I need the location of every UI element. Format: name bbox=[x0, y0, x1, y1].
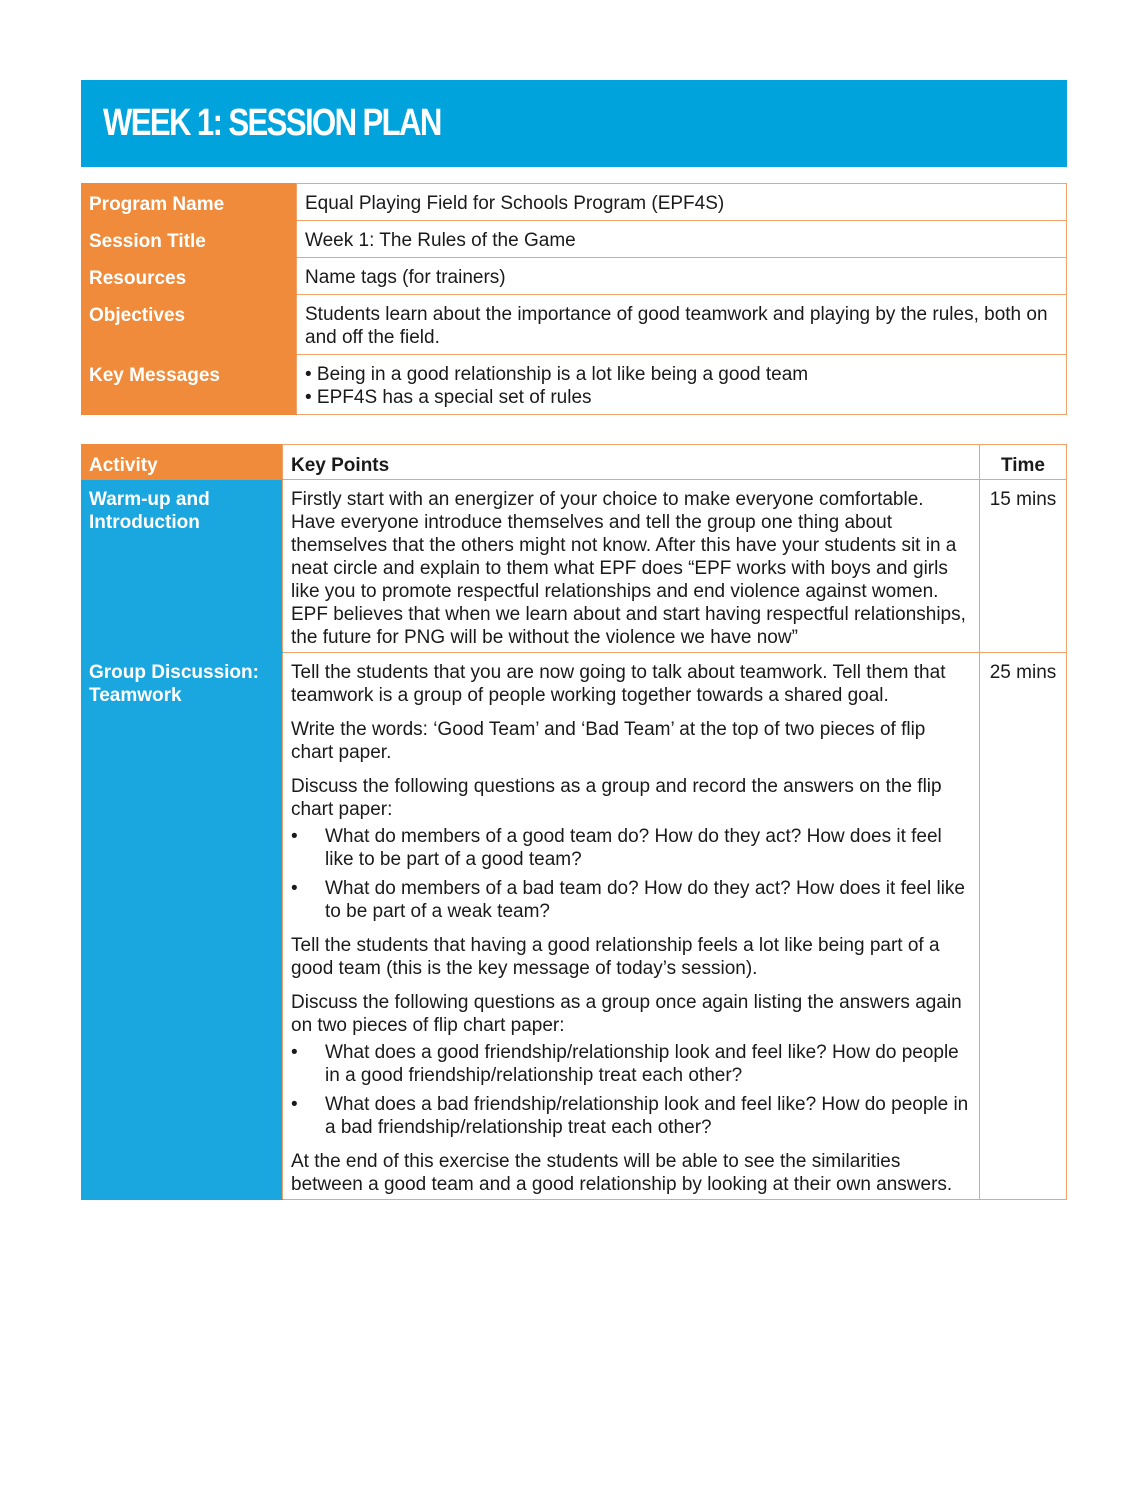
question-list-relationship bbox=[291, 1041, 971, 1139]
info-value-text: Students learn about the importance of good teamwork and playing by the rules, both on and off the field. bbox=[305, 304, 1048, 348]
activity-time: 15 mins bbox=[980, 480, 1067, 653]
list-item-text: What does a good friendship/relationship look and feel like? How do people in a good friendship/relationship treat each other? bbox=[325, 1042, 959, 1086]
bullet-icon: • bbox=[291, 1042, 298, 1063]
list-item-text: What does a bad friendship/relationship look and feel like? How do people in a bad friendship/relationship treat each other? bbox=[325, 1094, 969, 1138]
info-value-text: Name tags (for trainers) bbox=[305, 267, 506, 288]
info-value bbox=[297, 258, 1067, 295]
info-label: Program Name bbox=[82, 184, 297, 221]
header-key-points: Key Points bbox=[283, 445, 980, 480]
info-value bbox=[297, 184, 1067, 221]
info-value bbox=[297, 295, 1067, 355]
info-value-text: Week 1: The Rules of the Game bbox=[305, 230, 576, 251]
list-item bbox=[291, 1093, 971, 1139]
info-value bbox=[297, 221, 1067, 258]
list-item-text: What do members of a bad team do? How do they act? How does it feel like to be part of a weak team? bbox=[325, 878, 965, 922]
activity-time: 25 mins bbox=[980, 653, 1067, 1200]
key-point-paragraph: Discuss the following questions as a group and record the answers on the flip chart paper: bbox=[291, 776, 942, 820]
activity-row-warmup bbox=[82, 480, 1067, 653]
activity-key-points bbox=[283, 480, 980, 653]
list-item bbox=[291, 825, 971, 871]
bullet-icon: • bbox=[291, 826, 298, 847]
activity-name: Group Discussion: Teamwork bbox=[82, 653, 283, 1200]
page-title: WEEK 1: SESSION PLAN bbox=[103, 102, 441, 144]
activity-row-group-discussion bbox=[82, 653, 1067, 1200]
bullet-icon: • bbox=[291, 1094, 298, 1115]
header-activity: Activity bbox=[82, 445, 283, 480]
info-label: Session Title bbox=[82, 221, 297, 258]
key-point-paragraph: Discuss the following questions as a group once again listing the answers again on two pieces of flip chart paper: bbox=[291, 992, 962, 1036]
list-item bbox=[291, 1041, 971, 1087]
info-row-objectives bbox=[82, 295, 1067, 355]
activities-table bbox=[81, 444, 1067, 1200]
activities-header-row bbox=[82, 445, 1067, 480]
activity-key-points bbox=[283, 653, 980, 1200]
key-point-paragraph: Firstly start with an energizer of your choice to make everyone comfortable. Have everyone introduce themselves and tell the group one thing about themselves that the others might not know. After this have your students sit in a neat circle and explain to them what EPF does “EPF works with boys and girls like you to promote respectful relationships and end violence against women. EPF believes that when we learn about and start having respectful relationships, the future for PNG will be without the violence we have now” bbox=[291, 489, 966, 648]
question-list-team bbox=[291, 825, 971, 923]
session-info-table bbox=[81, 183, 1067, 415]
header-time: Time bbox=[980, 445, 1067, 480]
info-row-resources bbox=[82, 258, 1067, 295]
title-banner bbox=[81, 80, 1067, 167]
info-label: Objectives bbox=[82, 295, 297, 355]
key-point-paragraph: At the end of this exercise the students will be able to see the similarities between a good team and a good relationship by looking at their own answers. bbox=[291, 1151, 953, 1195]
key-point-paragraph: Write the words: ‘Good Team’ and ‘Bad Team’ at the top of two pieces of flip chart paper. bbox=[291, 719, 926, 763]
key-message-item: • EPF4S has a special set of rules bbox=[305, 387, 592, 408]
activity-name: Warm-up and Introduction bbox=[82, 480, 283, 653]
info-row-key-messages bbox=[82, 355, 1067, 415]
info-label: Key Messages bbox=[82, 355, 297, 415]
list-item bbox=[291, 877, 971, 923]
key-point-paragraph: Tell the students that you are now going to talk about teamwork. Tell them that teamwork is a group of people working together towards a shared goal. bbox=[291, 662, 946, 706]
key-message-item: • Being in a good relationship is a lot like being a good team bbox=[305, 364, 809, 385]
key-point-paragraph: Tell the students that having a good relationship feels a lot like being part of a good team (this is the key message of today’s session). bbox=[291, 935, 940, 979]
list-item-text: What do members of a good team do? How do they act? How does it feel like to be part of a good team? bbox=[325, 826, 942, 870]
info-value bbox=[297, 355, 1067, 415]
info-value-text: Equal Playing Field for Schools Program (EPF4S) bbox=[305, 193, 725, 214]
info-row-session-title bbox=[82, 221, 1067, 258]
info-label: Resources bbox=[82, 258, 297, 295]
bullet-icon: • bbox=[291, 878, 298, 899]
info-row-program-name bbox=[82, 184, 1067, 221]
